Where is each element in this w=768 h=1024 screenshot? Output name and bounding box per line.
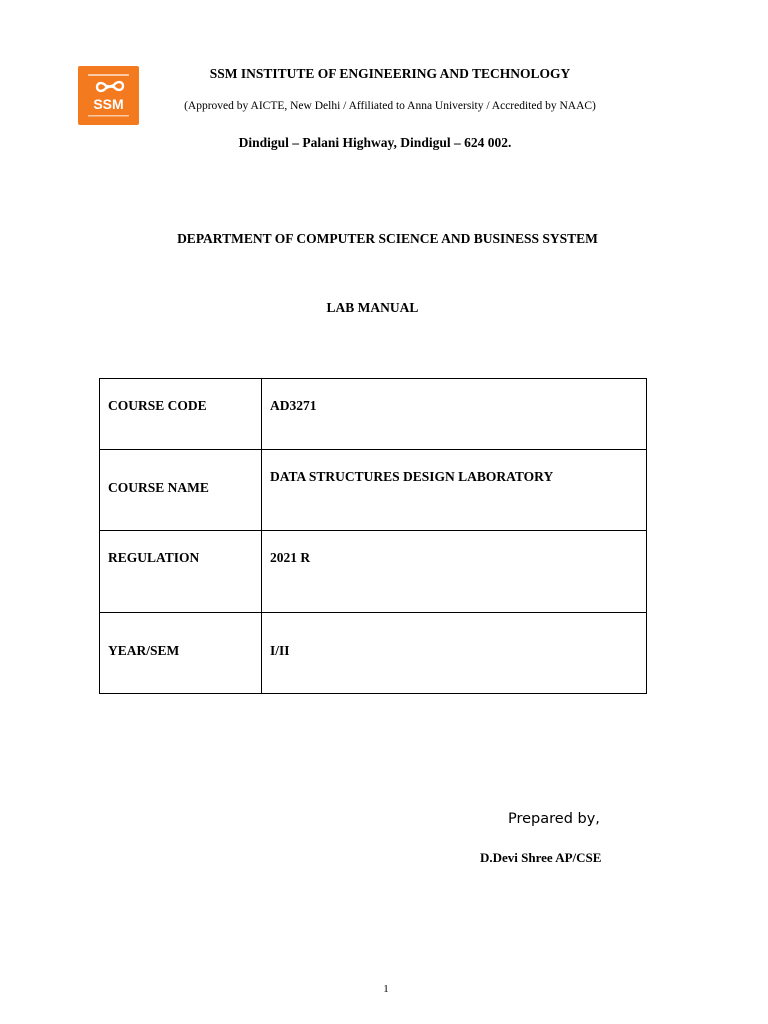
institution-address: Dindigul – Palani Highway, Dindigul – 624 002. [238, 135, 512, 150]
institution-logo [78, 66, 139, 125]
document-type: LAB MANUAL [326, 300, 419, 315]
course-details-table [99, 378, 647, 694]
course-code-value: AD3271 [262, 379, 647, 450]
table-row [100, 450, 647, 531]
logo-text: SSM [93, 96, 124, 112]
regulation-value: 2021 R [262, 531, 647, 613]
course-code-label: COURSE CODE [100, 379, 262, 450]
table-row [100, 613, 647, 694]
department-title: DEPARTMENT OF COMPUTER SCIENCE AND BUSINESS SYSTEM [177, 231, 598, 246]
regulation-label: REGULATION [100, 531, 262, 613]
author-name: D.Devi Shree AP/CSE [480, 850, 602, 865]
prepared-by-label: Prepared by, [508, 811, 600, 827]
institution-name: SSM INSTITUTE OF ENGINEERING AND TECHNOLOGY [209, 66, 571, 81]
course-name-value: DATA STRUCTURES DESIGN LABORATORY [262, 450, 647, 531]
course-name-label: COURSE NAME [100, 450, 262, 531]
table-row [100, 379, 647, 450]
page-number: 1 [383, 983, 389, 995]
year-sem-label: YEAR/SEM [100, 613, 262, 694]
approval-note: (Approved by AICTE, New Delhi / Affiliated to Anna University / Accredited by NAAC) [184, 100, 596, 112]
table-row [100, 531, 647, 613]
year-sem-value: I/II [262, 613, 647, 694]
